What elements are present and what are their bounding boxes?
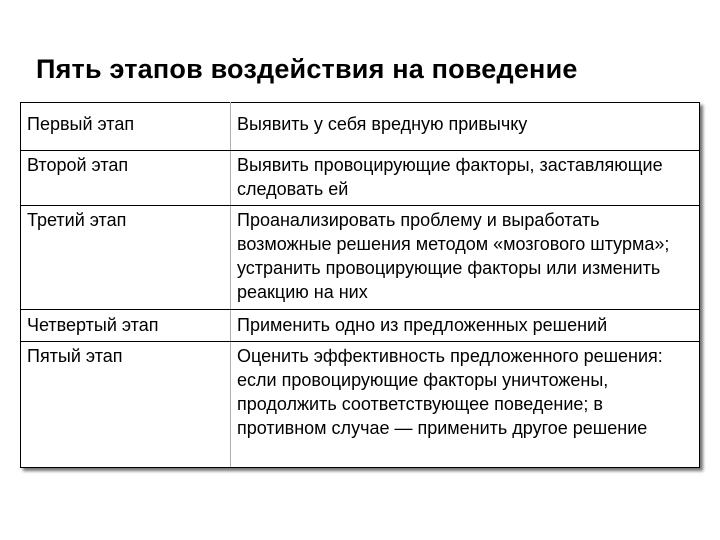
- stage-cell: Третий этап: [21, 206, 231, 310]
- table-row: [21, 342, 700, 468]
- action-cell: Оценить эффективность предложенного решения: если провоцирующие факторы уничтожены, продолжить соответствующее поведение; в противном случае — применить другое решение: [231, 342, 700, 468]
- page-title: Пять этапов воздействия на поведение: [36, 54, 578, 84]
- table-row: [21, 206, 700, 310]
- stage-cell: Первый этап: [21, 103, 231, 151]
- stage-cell: Четвертый этап: [21, 310, 231, 342]
- stages-table: [20, 102, 700, 468]
- action-cell: Выявить провоцирующие факторы, заставляющие следовать ей: [231, 151, 700, 206]
- stage-cell: Второй этап: [21, 151, 231, 206]
- table-row: [21, 151, 700, 206]
- table-row: [21, 103, 700, 151]
- action-cell: Проанализировать проблему и выработать возможные решения методом «мозгового штурма»; устранить провоцирующие факторы или изменить реакцию на них: [231, 206, 700, 310]
- action-cell: Применить одно из предложенных решений: [231, 310, 700, 342]
- stage-cell: Пятый этап: [21, 342, 231, 468]
- action-cell: Выявить у себя вредную привычку: [231, 103, 700, 151]
- table-row: [21, 310, 700, 342]
